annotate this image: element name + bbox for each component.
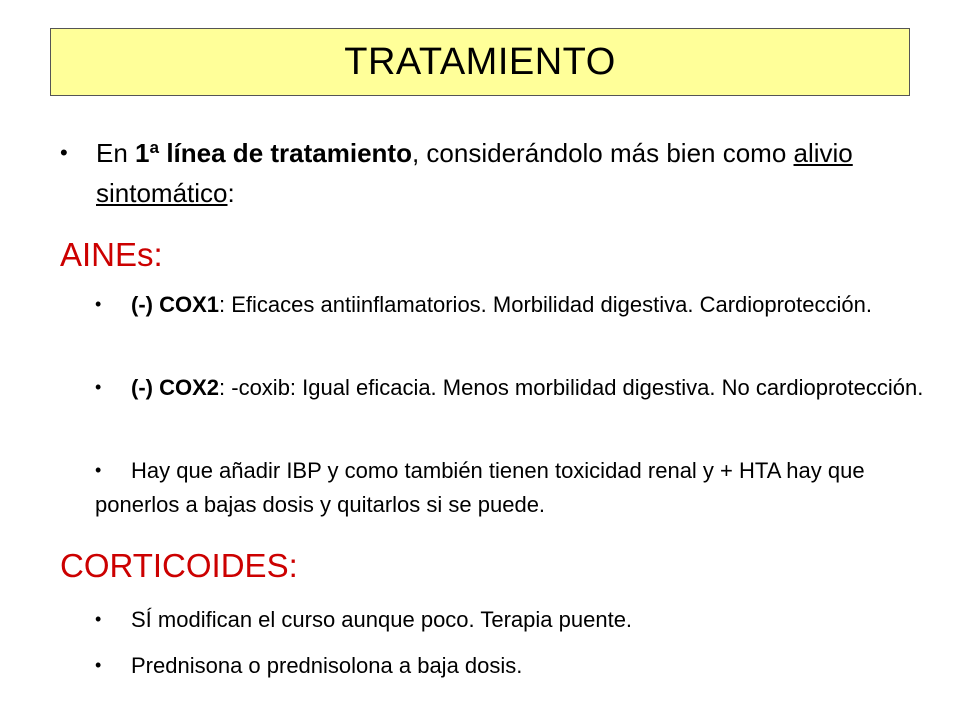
intro-prefix: En [96, 138, 136, 168]
aines-item-ibp [95, 453, 925, 522]
heading-corticoides: CORTICOIDES: [60, 547, 298, 584]
slide-title: TRATAMIENTO [344, 40, 616, 83]
aines-item-cox1 [95, 287, 925, 322]
item-label: COX1 [159, 292, 220, 317]
bullet-icon: • [95, 377, 102, 397]
item-text: Hay que añadir IBP y como también tienen toxicidad renal y + HTA hay que ponerlos a bajas dosis y quitarlos si se puede. [95, 458, 865, 517]
item-text: Prednisona o prednisolona a baja dosis. [131, 653, 523, 678]
intro-bold: 1ª línea de tratamiento [135, 138, 412, 168]
corticoides-item-dosis [95, 648, 925, 683]
item-marker: (-) [131, 375, 160, 400]
item-text: SÍ modifican el curso aunque poco. Terapia puente. [131, 607, 633, 632]
heading-aines: AINEs: [60, 236, 163, 273]
item-text: : -coxib: Igual eficacia. Menos morbilidad digestiva. No cardioprotección. [219, 375, 924, 400]
aines-item-cox2 [95, 370, 925, 405]
bullet-icon: • [95, 460, 102, 480]
item-text: : Eficaces antiinflamatorios. Morbilidad digestiva. Cardioprotección. [219, 292, 872, 317]
item-label: COX2 [159, 375, 220, 400]
intro-suffix: : [227, 178, 235, 208]
bullet-icon: • [95, 655, 102, 675]
corticoides-item-curso [95, 602, 925, 637]
intro-bullet [60, 133, 930, 213]
item-marker: (-) [131, 292, 160, 317]
bullet-icon: • [60, 140, 68, 165]
bullet-icon: • [95, 294, 102, 314]
intro-middle: , considerándolo más bien como [411, 138, 794, 168]
bullet-icon: • [95, 609, 102, 629]
intro-underlined: alivio sintomático [96, 138, 853, 208]
intro-text [96, 133, 930, 213]
